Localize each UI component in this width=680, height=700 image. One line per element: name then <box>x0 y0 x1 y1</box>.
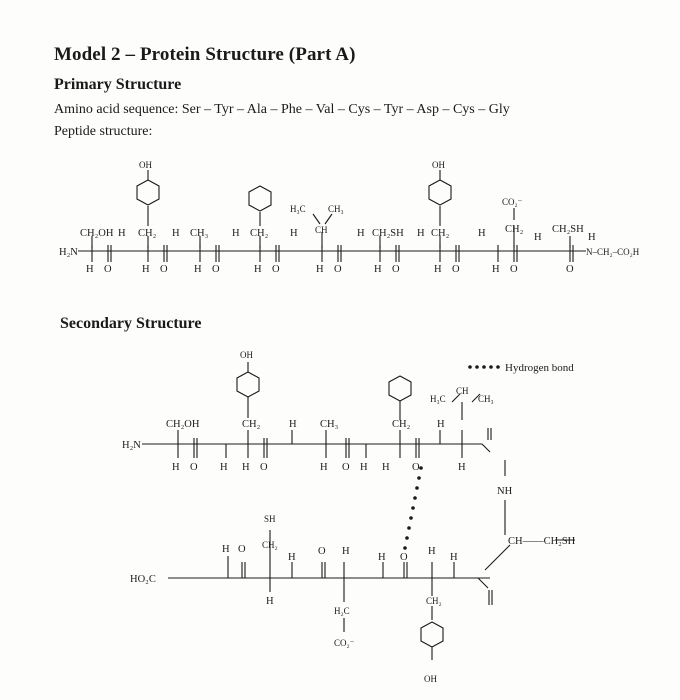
n-terminus-label: H₂N <box>59 247 78 258</box>
svg-text:O: O <box>392 264 400 275</box>
svg-text:O: O <box>318 546 326 557</box>
sec-sh-label: SH <box>264 514 276 524</box>
svg-text:H: H <box>222 544 230 555</box>
sec-val-ch-label: CH <box>456 386 469 396</box>
sec-asp-h2c-label: H₂C <box>334 606 350 616</box>
svg-text:H: H <box>434 264 442 275</box>
secondary-structure-heading: Secondary Structure <box>60 315 202 332</box>
svg-text:H: H <box>342 546 350 557</box>
svg-text:H: H <box>266 596 274 607</box>
svg-text:H: H <box>172 462 180 473</box>
ala-ch3-label: CH₃ <box>190 228 209 239</box>
val-ch-label: CH <box>315 225 328 235</box>
svg-text:O: O <box>566 264 574 275</box>
backbone-h-o-row <box>86 264 574 275</box>
primary-structure-heading: Primary Structure <box>54 76 182 93</box>
svg-text:H: H <box>288 552 296 563</box>
svg-text:H: H <box>316 264 324 275</box>
sec-asp-co2-label: CO₂⁻ <box>334 638 355 648</box>
model-title: Model 2 – Protein Structure (Part A) <box>54 44 356 65</box>
backbone-vertical-bonds <box>92 245 573 262</box>
sec-nh-label: NH <box>497 486 513 497</box>
lower-tyrosine-ring <box>421 606 443 660</box>
tyr-h-label: H <box>118 228 126 239</box>
sec-h-label: H <box>289 419 297 430</box>
tyr-ch2-label: CH₂ <box>138 228 157 239</box>
svg-text:H: H <box>378 552 386 563</box>
cys-h-label: H <box>357 228 365 239</box>
c-terminus-tail-label: N–CH₂–CO₂H <box>586 247 640 257</box>
sec-cys-ch2-label: CH₂ <box>262 540 278 550</box>
svg-text:H: H <box>254 264 262 275</box>
svg-text:H: H <box>382 462 390 473</box>
val-h-label: H <box>290 228 298 239</box>
sec-val-h3c-label: H₃C <box>430 394 446 404</box>
asp-co2-label: CO₂⁻ <box>502 197 523 207</box>
peptide-structure-label: Peptide structure: <box>54 124 153 139</box>
lower-h-o-row <box>222 544 458 607</box>
asp-ch2-label: CH₂ <box>505 224 524 235</box>
svg-text:H: H <box>86 264 94 275</box>
svg-text:H: H <box>194 264 202 275</box>
amino-acid-sequence: Amino acid sequence: Ser – Tyr – Ala – Phe – Val – Cys – Tyr – Asp – Cys – Gly <box>54 102 510 117</box>
svg-text:H: H <box>320 462 328 473</box>
svg-text:H: H <box>458 462 466 473</box>
svg-text:O: O <box>260 462 268 473</box>
svg-text:O: O <box>190 462 198 473</box>
sec-ala-ch3-label: CH₃ <box>320 419 339 430</box>
tyr2-oh-label: OH <box>432 160 445 170</box>
svg-text:H: H <box>374 264 382 275</box>
cys2-h2-label: H <box>588 232 596 243</box>
sec-ch-ch2sh-label: CH——CH₂SH <box>508 536 576 547</box>
phe-h-label: H <box>232 228 240 239</box>
tyr2-ch2-label: CH₂ <box>431 228 450 239</box>
sec-tyr-ch2-label: CH₂ <box>242 419 261 430</box>
svg-text:O: O <box>272 264 280 275</box>
svg-text:H: H <box>492 264 500 275</box>
svg-text:O: O <box>334 264 342 275</box>
hydrogen-bond-legend-label: Hydrogen bond <box>505 362 574 374</box>
sec-val-ch3-label: CH₃ <box>478 394 494 404</box>
sec-h2-label: H <box>437 419 445 430</box>
svg-text:O: O <box>342 462 350 473</box>
sec-tyr-oh-lower-label: OH <box>424 674 437 684</box>
cys2-h-label: H <box>534 232 542 243</box>
sec-c-terminus-label: HO₂C <box>130 574 156 585</box>
svg-text:O: O <box>160 264 168 275</box>
svg-text:O: O <box>238 544 246 555</box>
hydrogen-bond-dots <box>403 466 423 550</box>
svg-text:H: H <box>242 462 250 473</box>
ser-ch2oh-label: CH₂OH <box>80 228 114 239</box>
sec-phe-ch2-label: CH₂ <box>392 419 411 430</box>
svg-text:H: H <box>428 546 436 557</box>
svg-text:H: H <box>360 462 368 473</box>
phe-ch2-label: CH₂ <box>250 228 269 239</box>
sec-tyr-oh-label: OH <box>240 350 253 360</box>
val-h3c-label: H₃C <box>290 204 306 214</box>
svg-text:O: O <box>412 462 420 473</box>
sec-n-terminus-label: H₂N <box>122 440 141 451</box>
asp-h-label: H <box>478 228 486 239</box>
tyr2-h-label: H <box>417 228 425 239</box>
cys-ch2sh-label: CH₂SH <box>372 228 404 239</box>
tyr-oh-label: OH <box>139 160 152 170</box>
sec-ser-ch2oh-label: CH₂OH <box>166 419 200 430</box>
cys2-ch2sh-label: CH₂SH <box>552 224 584 235</box>
svg-text:O: O <box>510 264 518 275</box>
svg-text:O: O <box>400 552 408 563</box>
val-ch3-label: CH₃ <box>328 204 344 214</box>
svg-text:H: H <box>450 552 458 563</box>
svg-text:H: H <box>220 462 228 473</box>
ala-h-label: H <box>172 228 180 239</box>
svg-text:O: O <box>104 264 112 275</box>
svg-text:O: O <box>452 264 460 275</box>
hydrogen-bond-legend <box>468 362 574 374</box>
svg-text:H: H <box>142 264 150 275</box>
sec-tyr-ch2-lower-label: CH₂ <box>426 596 442 606</box>
svg-text:O: O <box>212 264 220 275</box>
